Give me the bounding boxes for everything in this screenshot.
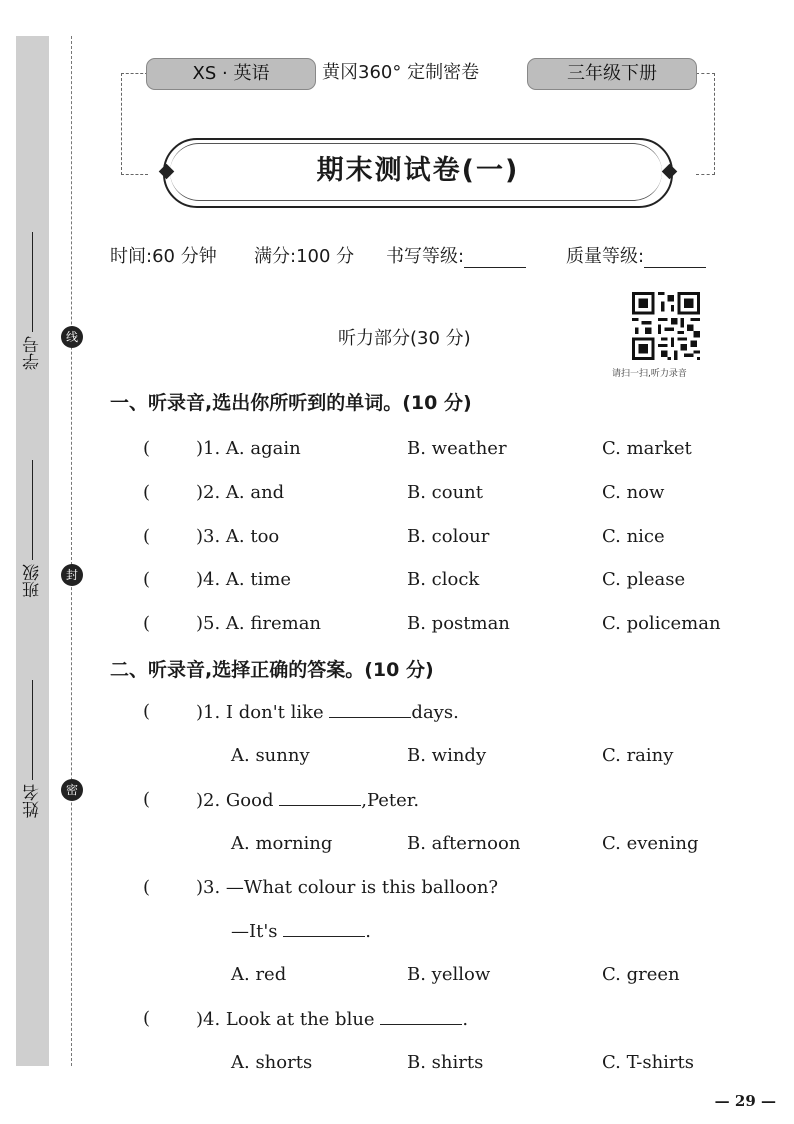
option-b: B. colour: [407, 526, 490, 547]
seal-seal-mark: 封: [61, 564, 83, 586]
class-field: [16, 460, 49, 598]
answer-paren[interactable]: (: [143, 789, 151, 810]
option-c: C. T-shirts: [602, 1052, 695, 1073]
stem-start: )1. I don't like: [196, 702, 324, 723]
listening-section-title: 听力部分(30 分): [338, 328, 471, 349]
option-c: C. market: [602, 438, 692, 459]
question-stem: [196, 701, 459, 723]
option-a: A. red: [231, 964, 287, 985]
answer-paren[interactable]: (: [143, 1008, 151, 1029]
option-b: B. windy: [407, 745, 487, 766]
quality-grade: [566, 242, 706, 268]
class-line: [32, 460, 33, 560]
quality-grade-blank[interactable]: [644, 246, 706, 268]
student-no-label: 学号: [23, 336, 43, 370]
option-a: A. shorts: [231, 1052, 313, 1073]
section1-title: 一、听录音,选出你所听到的单词。(10 分): [110, 392, 472, 414]
stem-end: ,Peter.: [361, 790, 420, 811]
seal-secret-mark: 密: [61, 779, 83, 801]
answer-paren[interactable]: (: [143, 569, 151, 590]
option-b: B. shirts: [407, 1052, 484, 1073]
score-info: 满分:100 分: [254, 246, 355, 267]
option-b: B. count: [407, 482, 484, 503]
option-a: )3. A. too: [196, 526, 280, 547]
option-c: C. policeman: [602, 613, 721, 634]
response-start: —It's: [231, 921, 278, 942]
student-no-field: [16, 232, 49, 370]
option-b: B. postman: [407, 613, 510, 634]
stem-end: days.: [411, 702, 459, 723]
time-info: 时间:60 分钟: [110, 246, 217, 267]
stem-start: )4. Look at the blue: [196, 1009, 375, 1030]
answer-paren[interactable]: (: [143, 877, 151, 898]
option-a: )1. A. again: [196, 438, 301, 459]
fill-blank[interactable]: [283, 920, 365, 937]
header-right-bracket: [696, 73, 715, 175]
option-b: B. clock: [407, 569, 480, 590]
answer-paren[interactable]: (: [143, 526, 151, 547]
option-c: C. rainy: [602, 745, 674, 766]
quality-grade-label: 质量等级:: [566, 246, 645, 267]
answer-paren[interactable]: (: [143, 438, 151, 459]
writing-grade-blank[interactable]: [464, 246, 526, 268]
option-c: C. please: [602, 569, 686, 590]
qr-code-icon[interactable]: [632, 292, 700, 360]
exam-title: 期末测试卷(一): [316, 155, 520, 186]
option-a: )4. A. time: [196, 569, 292, 590]
name-label: 姓名: [23, 784, 43, 818]
writing-grade-label: 书写等级:: [386, 246, 465, 267]
option-b: B. yellow: [407, 964, 491, 985]
option-a: )5. A. fireman: [196, 613, 322, 634]
header-left-bracket: [121, 73, 148, 175]
name-line: [32, 680, 33, 780]
option-c: C. green: [602, 964, 680, 985]
name-field: [16, 680, 49, 818]
qr-caption: 请扫一扫,听力录音: [612, 369, 687, 379]
option-c: C. nice: [602, 526, 665, 547]
grade-pill: 三年级下册: [527, 58, 697, 90]
student-no-line: [32, 232, 33, 332]
option-c: C. now: [602, 482, 665, 503]
section2-title: 二、听录音,选择正确的答案。(10 分): [110, 659, 434, 681]
page-number: — 29 —: [714, 1092, 776, 1110]
series-title: 黄冈360° 定制密卷: [322, 62, 480, 83]
option-b: B. weather: [407, 438, 507, 459]
question-stem: [196, 1008, 468, 1030]
question-stem: )3. —What colour is this balloon?: [196, 877, 499, 898]
fill-blank[interactable]: [279, 789, 361, 806]
seal-line-mark: 线: [61, 326, 83, 348]
stem-start: )2. Good: [196, 790, 274, 811]
option-a: A. sunny: [231, 745, 310, 766]
fill-blank[interactable]: [380, 1008, 462, 1025]
question-stem: [196, 789, 419, 811]
answer-paren[interactable]: (: [143, 613, 151, 634]
writing-grade: [386, 242, 526, 268]
option-a: )2. A. and: [196, 482, 285, 503]
response-end: .: [365, 921, 371, 942]
fill-blank[interactable]: [329, 701, 411, 718]
option-c: C. evening: [602, 833, 699, 854]
answer-paren[interactable]: (: [143, 482, 151, 503]
response-line: [231, 920, 371, 942]
option-a: A. morning: [231, 833, 333, 854]
option-b: B. afternoon: [407, 833, 521, 854]
class-label: 班级: [23, 564, 43, 598]
answer-paren[interactable]: (: [143, 701, 151, 722]
stem-end: .: [462, 1009, 469, 1030]
binding-dotted-line: [71, 36, 72, 1066]
subject-pill: XS · 英语: [146, 58, 316, 90]
